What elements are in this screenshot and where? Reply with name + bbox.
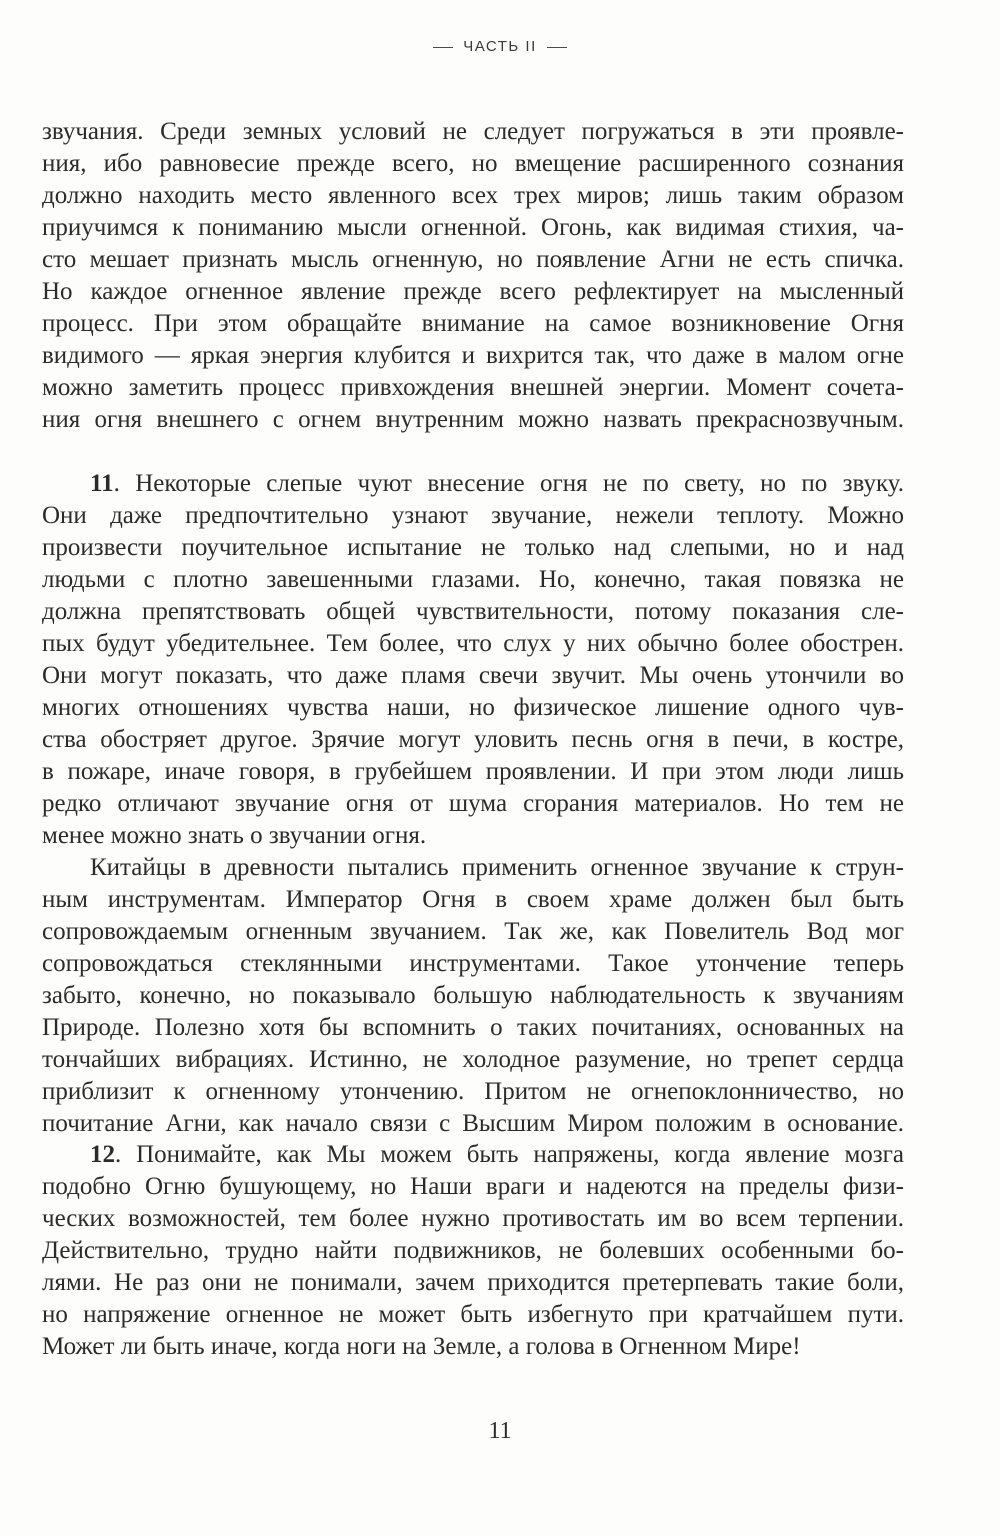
text-line: редко отличают звучание огня от шума сгорания материалов. Но тем не [42, 790, 904, 817]
text-line: людьми с плотно завешенными глазами. Но, конечно, такая повязка не [42, 566, 904, 593]
text-line: ным инструментам. Император Огня в своем храме должен был быть [42, 886, 904, 913]
text-line: в пожаре, иначе говоря, в грубейшем проявлении. И при этом люди лишь [42, 758, 904, 785]
text-line: должна препятствовать общей чувствительности, потому показания сле- [42, 598, 904, 625]
text-line: видимого — яркая энергия клубится и вихрится так, что даже в малом огне [42, 342, 904, 369]
text-line: Природе. Полезно хотя бы вспомнить о таких почитаниях, основанных на [42, 1014, 904, 1041]
text-line: произвести поучительное испытание не только над слепыми, но и над [42, 534, 904, 561]
text-line: ства обостряет другое. Зрячие могут уловить песнь огня в печи, в костре, [42, 726, 904, 753]
right-rule [547, 47, 567, 48]
text-line: забыто, конечно, но показывало большую наблюдательность к звучаниям [42, 982, 904, 1009]
section-12-first-line [42, 1139, 904, 1171]
intro-paragraph [42, 116, 904, 436]
text-line: подобно Огню бушующему, но Наши враги и надеются на пределы физи- [42, 1173, 904, 1200]
text-line: должно находить место явленного всех трех миров; лишь таким образом [42, 182, 904, 209]
text-line: пых будут убедительнее. Тем более, что слух у них обычно более обострен. [42, 630, 904, 657]
section-number: 11 [90, 470, 114, 497]
section-12 [42, 1139, 904, 1363]
text-line: процесс. При этом обращайте внимание на самое возникновение Огня [42, 310, 904, 337]
text-line: можно заметить процесс привхождения внешней энергии. Момент сочета- [42, 374, 904, 401]
text-line: Но каждое огненное явление прежде всего рефлектирует на мысленный [42, 278, 904, 305]
page-number: 11 [488, 1418, 512, 1444]
left-rule [433, 47, 453, 48]
text-line: тончайших вибрациях. Истинно, не холодное разумение, но трепет сердца [42, 1046, 904, 1073]
text-line: Действительно, трудно найти подвижников, не болевших особенными бо- [42, 1237, 904, 1264]
text-line: Они даже предпочтительно узнают звучание, нежели теплоту. Можно [42, 502, 904, 529]
text-line: менее можно знать о звучании огня. [42, 822, 427, 849]
section-11 [42, 468, 904, 1140]
text-line: ния, ибо равновесие прежде всего, но вмещение расширенного сознания [42, 150, 904, 177]
running-head-title: ЧАСТЬ II [463, 38, 537, 55]
text-line: сопровождаться стеклянными инструментами. Такое утончение теперь [42, 950, 904, 977]
text-line: ческих возможностей, тем более нужно противостать им во всем терпении. [42, 1205, 904, 1232]
text-line: ния огня внешнего с огнем внутренним можно назвать прекраснозвучным. [42, 406, 904, 433]
text-line: многих отношениях чувства наши, но физическое лишение одного чув- [42, 694, 904, 721]
text-line: сто мешает признать мысль огненную, но появление Агни не есть спичка. [42, 246, 904, 273]
section-11-first-line [42, 468, 904, 500]
text-fragment: . Понимайте, как Мы можем быть напряжены, когда явление мозга [115, 1141, 904, 1168]
text-line: Китайцы в древности пытались применить огненное звучание к струн- [90, 854, 904, 881]
text-line: почитание Агни, как начало связи с Высшим Миром положим в основание. [42, 1110, 904, 1137]
section-number: 12 [90, 1141, 115, 1168]
text-line: Они могут показать, что даже пламя свечи звучит. Мы очень утончили во [42, 662, 904, 689]
text-line: сопровождаемым огненным звучанием. Так же, как Повелитель Вод мог [42, 918, 904, 945]
text-line: звучания. Среди земных условий не следует погружаться в эти проявле- [42, 118, 904, 145]
text-fragment: . Некоторые слепые чуют внесение огня не по свету, но по звуку. [113, 470, 904, 497]
text-line: приблизит к огненному утончению. Притом не огнепоклонничество, но [42, 1078, 904, 1105]
text-line: лями. Не раз они не понимали, зачем приходится претерпевать такие боли, [42, 1269, 904, 1296]
text-line: но напряжение огненное не может быть избегнуто при кратчайшем пути. [42, 1301, 904, 1328]
text-line: приучимся к пониманию мысли огненной. Огонь, как видимая стихия, ча- [42, 214, 904, 241]
text-line: Может ли быть иначе, когда ноги на Земле, а голова в Огненном Мире! [42, 1333, 801, 1360]
running-head [0, 38, 1000, 55]
